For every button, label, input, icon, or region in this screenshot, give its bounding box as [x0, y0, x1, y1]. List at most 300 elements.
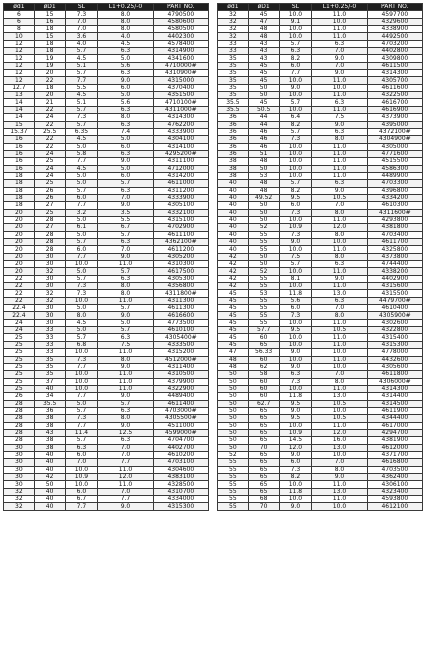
- cell-sl: 5.0: [65, 268, 98, 275]
- cell-inner-diameter: 40: [218, 224, 249, 231]
- cell-inner-diameter: 25: [4, 349, 35, 356]
- cell-part-number: 4310500: [153, 371, 208, 378]
- table-row: [4, 349, 209, 356]
- table-row: [4, 143, 209, 150]
- cell-part-number: 4310300: [153, 261, 208, 268]
- cell-inner-diameter: 25: [4, 334, 35, 341]
- table-row: [218, 70, 423, 77]
- cell-outer-diameter: 25.5: [34, 128, 65, 135]
- cell-inner-diameter: 36: [218, 128, 249, 135]
- cell-part-number: 4580600: [153, 18, 208, 25]
- cell-sl: 9.0: [279, 349, 312, 356]
- cell-part-number: 4489400: [153, 393, 208, 400]
- cell-outer-diameter: 28: [34, 246, 65, 253]
- cell-length: 6.3: [312, 261, 367, 268]
- cell-sl: 5.0: [65, 305, 98, 312]
- cell-length: 8.0: [98, 26, 153, 33]
- cell-length: 7.0: [98, 246, 153, 253]
- cell-outer-diameter: 55: [248, 305, 279, 312]
- cell-inner-diameter: 55: [218, 481, 249, 488]
- cell-part-number: 4599000#: [153, 429, 208, 436]
- cell-inner-diameter: 12.7: [4, 84, 35, 91]
- cell-length: 6.3: [98, 70, 153, 77]
- cell-part-number: 4314400: [367, 393, 422, 400]
- cell-length: 9.0: [98, 363, 153, 370]
- table-row: [218, 26, 423, 33]
- cell-sl: 6.0: [65, 488, 98, 495]
- cell-length: 10.0: [312, 503, 367, 510]
- table-body: [218, 11, 423, 510]
- cell-length: 5.7: [98, 268, 153, 275]
- cell-inner-diameter: 50: [218, 400, 249, 407]
- cell-length: 10.0: [312, 239, 367, 246]
- cell-inner-diameter: 50: [218, 393, 249, 400]
- table-row: [4, 172, 209, 179]
- cell-outer-diameter: 48: [248, 158, 279, 165]
- cell-outer-diameter: 30: [34, 261, 65, 268]
- cell-outer-diameter: 42: [34, 474, 65, 481]
- cell-length: 10.5: [312, 415, 367, 422]
- cell-inner-diameter: 55: [218, 459, 249, 466]
- cell-part-number: 4373900: [367, 114, 422, 121]
- cell-part-number: 4402700: [153, 444, 208, 451]
- table-row: [218, 33, 423, 40]
- cell-length: 6.3: [98, 48, 153, 55]
- cell-outer-diameter: 35: [34, 356, 65, 363]
- cell-inner-diameter: 15: [4, 121, 35, 128]
- cell-part-number: 4333500: [153, 341, 208, 348]
- cell-inner-diameter: 32: [4, 503, 35, 510]
- table-row: [4, 371, 209, 378]
- cell-sl: 10.0: [279, 26, 312, 33]
- cell-outer-diameter: 46: [248, 143, 279, 150]
- cell-sl: 10.0: [279, 246, 312, 253]
- cell-length: 11.0: [98, 261, 153, 268]
- table-row: [4, 290, 209, 297]
- table-row: [218, 429, 423, 436]
- cell-sl: 10.0: [279, 341, 312, 348]
- cell-length: 7.5: [312, 114, 367, 121]
- cell-outer-diameter: 28: [34, 239, 65, 246]
- cell-length: 11.0: [98, 481, 153, 488]
- cell-length: 5.7: [98, 231, 153, 238]
- cell-part-number: 4710100#: [153, 99, 208, 106]
- cell-inner-diameter: 52: [218, 451, 249, 458]
- cell-inner-diameter: 32: [218, 33, 249, 40]
- table-row: [4, 503, 209, 510]
- cell-inner-diameter: 30: [4, 444, 35, 451]
- cell-outer-diameter: 60: [248, 334, 279, 341]
- cell-outer-diameter: 53: [248, 172, 279, 179]
- header-part-number: PART NO.: [367, 4, 422, 11]
- cell-length: 9.0: [98, 77, 153, 84]
- cell-part-number: 4315100: [153, 216, 208, 223]
- cell-outer-diameter: 40: [34, 488, 65, 495]
- cell-part-number: 4356800: [153, 283, 208, 290]
- table-row: [4, 84, 209, 91]
- cell-outer-diameter: 50: [34, 481, 65, 488]
- cell-length: 6.0: [98, 172, 153, 179]
- table-row: [218, 378, 423, 385]
- cell-sl: 9.0: [279, 239, 312, 246]
- cell-sl: 7.3: [279, 378, 312, 385]
- table-row: [4, 444, 209, 451]
- cell-sl: 9.0: [279, 503, 312, 510]
- cell-sl: 4.5: [65, 319, 98, 326]
- table-row: [218, 194, 423, 201]
- cell-part-number: 4310700: [153, 488, 208, 495]
- table-row: [4, 40, 209, 47]
- cell-sl: 10.0: [65, 261, 98, 268]
- cell-part-number: 4325800: [367, 246, 422, 253]
- cell-inner-diameter: 30: [4, 481, 35, 488]
- cell-sl: 6.0: [65, 194, 98, 201]
- cell-length: 7.7: [98, 496, 153, 503]
- cell-outer-diameter: 40: [34, 451, 65, 458]
- cell-sl: 9.0: [279, 84, 312, 91]
- cell-sl: 10.0: [279, 268, 312, 275]
- cell-part-number: 4702900: [153, 224, 208, 231]
- cell-part-number: 4315600: [367, 283, 422, 290]
- cell-part-number: 4492500: [367, 33, 422, 40]
- cell-inner-diameter: 18: [4, 180, 35, 187]
- cell-sl: 10.0: [65, 349, 98, 356]
- table-row: [218, 114, 423, 121]
- table-row: [4, 224, 209, 231]
- cell-inner-diameter: 33: [218, 40, 249, 47]
- table-row: [4, 18, 209, 25]
- cell-inner-diameter: 35: [218, 92, 249, 99]
- cell-length: 7.0: [98, 444, 153, 451]
- cell-part-number: 4338200: [367, 268, 422, 275]
- cell-inner-diameter: 36: [218, 150, 249, 157]
- cell-part-number: 4712000: [153, 165, 208, 172]
- cell-length: 9.0: [98, 312, 153, 319]
- table-row: [4, 283, 209, 290]
- cell-sl: 8.1: [279, 275, 312, 282]
- cell-sl: 5.7: [65, 70, 98, 77]
- cell-length: 5.6: [98, 62, 153, 69]
- cell-part-number: 4305000: [367, 143, 422, 150]
- table-row: [218, 400, 423, 407]
- cell-sl: 5.0: [65, 180, 98, 187]
- cell-sl: 7.7: [65, 253, 98, 260]
- cell-length: 6.3: [98, 437, 153, 444]
- table-row: [4, 429, 209, 436]
- cell-sl: 10.0: [279, 77, 312, 84]
- cell-part-number: 4381800: [367, 224, 422, 231]
- cell-outer-diameter: 44: [248, 114, 279, 121]
- cell-inner-diameter: 50: [218, 415, 249, 422]
- cell-outer-diameter: 65: [248, 415, 279, 422]
- cell-outer-diameter: 32: [34, 297, 65, 304]
- cell-sl: 7.3: [65, 290, 98, 297]
- cell-outer-diameter: 18: [34, 48, 65, 55]
- table-row: [218, 143, 423, 150]
- cell-length: 11.0: [98, 378, 153, 385]
- cell-length: 7.0: [98, 451, 153, 458]
- cell-part-number: 4611200: [153, 246, 208, 253]
- cell-part-number: 4338900: [367, 26, 422, 33]
- cell-outer-diameter: 48: [248, 26, 279, 33]
- header-row: [218, 4, 423, 11]
- cell-outer-diameter: 25: [34, 209, 65, 216]
- table-row: [4, 239, 209, 246]
- cell-inner-diameter: 14: [4, 114, 35, 121]
- cell-sl: 12.0: [279, 444, 312, 451]
- cell-inner-diameter: 42: [218, 283, 249, 290]
- cell-inner-diameter: 25: [4, 363, 35, 370]
- cell-length: 9.0: [312, 187, 367, 194]
- cell-part-number: 4432600: [367, 356, 422, 363]
- cell-outer-diameter: 50: [248, 92, 279, 99]
- cell-length: 7.0: [98, 488, 153, 495]
- cell-outer-diameter: 30: [34, 312, 65, 319]
- cell-part-number: 4314300: [367, 70, 422, 77]
- cell-outer-diameter: 30: [34, 283, 65, 290]
- cell-length: 9.0: [98, 158, 153, 165]
- cell-sl: 10.0: [65, 466, 98, 473]
- cell-sl: 7.0: [65, 26, 98, 33]
- cell-part-number: 4311100: [153, 158, 208, 165]
- cell-length: 5.7: [98, 180, 153, 187]
- cell-inner-diameter: 24: [4, 327, 35, 334]
- cell-length: 7.0: [312, 48, 367, 55]
- cell-sl: 7.3: [279, 209, 312, 216]
- cell-part-number: 4315200: [153, 349, 208, 356]
- cell-inner-diameter: 35.5: [218, 106, 249, 113]
- cell-sl: 5.0: [65, 231, 98, 238]
- cell-sl: 4.5: [65, 92, 98, 99]
- table-row: [218, 283, 423, 290]
- cell-outer-diameter: 68: [248, 496, 279, 503]
- cell-sl: 9.5: [279, 194, 312, 201]
- cell-length: 11.0: [312, 150, 367, 157]
- cell-part-number: 4322800: [367, 327, 422, 334]
- cell-part-number: 4314300: [153, 114, 208, 121]
- table-row: [218, 312, 423, 319]
- cell-length: 7.4: [98, 128, 153, 135]
- cell-part-number: 4611000: [153, 180, 208, 187]
- cell-inner-diameter: 45: [218, 327, 249, 334]
- cell-length: 9.0: [98, 503, 153, 510]
- cell-outer-diameter: 65: [248, 429, 279, 436]
- cell-length: 11.0: [312, 496, 367, 503]
- table-row: [4, 180, 209, 187]
- cell-outer-diameter: 52: [248, 268, 279, 275]
- cell-inner-diameter: 55: [218, 496, 249, 503]
- cell-inner-diameter: 55: [218, 503, 249, 510]
- cell-outer-diameter: 44: [248, 121, 279, 128]
- cell-inner-diameter: 48: [218, 356, 249, 363]
- table-row: [4, 312, 209, 319]
- cell-part-number: 4332100: [153, 209, 208, 216]
- cell-outer-diameter: 50: [248, 202, 279, 209]
- cell-outer-diameter: 58: [248, 371, 279, 378]
- cell-sl: 8.2: [279, 187, 312, 194]
- cell-inner-diameter: 14: [4, 99, 35, 106]
- cell-part-number: 4315400: [367, 334, 422, 341]
- table-row: [218, 466, 423, 473]
- cell-inner-diameter: 12: [4, 48, 35, 55]
- cell-outer-diameter: 15: [34, 11, 65, 18]
- table-row: [4, 106, 209, 113]
- cell-part-number: 4610400: [367, 305, 422, 312]
- cell-inner-diameter: 50: [218, 429, 249, 436]
- cell-inner-diameter: 18: [4, 202, 35, 209]
- cell-outer-diameter: 32: [34, 268, 65, 275]
- table-header: [4, 4, 209, 11]
- cell-sl: 5.7: [65, 121, 98, 128]
- cell-sl: 5.6: [279, 297, 312, 304]
- table-row: [4, 385, 209, 392]
- cell-part-number: 4703300: [367, 180, 422, 187]
- cell-length: 11.0: [312, 143, 367, 150]
- cell-inner-diameter: 50: [218, 444, 249, 451]
- cell-length: 10.0: [312, 18, 367, 25]
- cell-inner-diameter: 28: [4, 407, 35, 414]
- table-row: [4, 481, 209, 488]
- cell-inner-diameter: 30: [4, 459, 35, 466]
- cell-length: 5.6: [98, 99, 153, 106]
- header-length-tolerance: L1+0.25/-0: [98, 4, 153, 11]
- cell-sl: 8.2: [279, 55, 312, 62]
- cell-sl: 5.7: [65, 334, 98, 341]
- cell-part-number: 4315300: [367, 341, 422, 348]
- table-row: [218, 444, 423, 451]
- cell-outer-diameter: 36: [34, 407, 65, 414]
- header-sl: SL: [65, 4, 98, 11]
- cell-length: 11.0: [98, 371, 153, 378]
- cell-length: 16.0: [312, 437, 367, 444]
- table-row: [218, 62, 423, 69]
- table-row: [4, 327, 209, 334]
- cell-part-number: 4311300: [153, 297, 208, 304]
- cell-inner-diameter: 30: [4, 474, 35, 481]
- cell-outer-diameter: 24: [34, 114, 65, 121]
- cell-sl: 10.0: [279, 385, 312, 392]
- header-sl: SL: [279, 4, 312, 11]
- cell-outer-diameter: 50.5: [248, 106, 279, 113]
- cell-part-number: 4611800: [367, 371, 422, 378]
- cell-sl: 9.5: [279, 327, 312, 334]
- cell-part-number: 4304900#: [367, 136, 422, 143]
- cell-inner-diameter: 55: [218, 466, 249, 473]
- cell-inner-diameter: 35: [218, 84, 249, 91]
- cell-inner-diameter: 35: [218, 70, 249, 77]
- table-header: [218, 4, 423, 11]
- cell-inner-diameter: 18: [4, 172, 35, 179]
- cell-part-number: 4304600: [153, 466, 208, 473]
- cell-part-number: 4333900: [153, 194, 208, 201]
- cell-length: 6.3: [312, 128, 367, 135]
- cell-outer-diameter: 57.7: [248, 327, 279, 334]
- cell-outer-diameter: 24: [34, 150, 65, 157]
- cell-inner-diameter: 13: [4, 92, 35, 99]
- cell-outer-diameter: 50: [248, 209, 279, 216]
- table-row: [4, 209, 209, 216]
- cell-sl: 10.0: [279, 11, 312, 18]
- cell-outer-diameter: 34: [34, 393, 65, 400]
- cell-outer-diameter: 28: [34, 231, 65, 238]
- cell-sl: 3.2: [65, 209, 98, 216]
- table-row: [4, 77, 209, 84]
- cell-inner-diameter: 40: [218, 180, 249, 187]
- cell-sl: 6.0: [279, 202, 312, 209]
- table-row: [4, 305, 209, 312]
- cell-sl: 5.0: [65, 143, 98, 150]
- table-row: [218, 128, 423, 135]
- cell-part-number: 4611500: [367, 62, 422, 69]
- table-row: [218, 356, 423, 363]
- cell-inner-diameter: 36: [218, 143, 249, 150]
- cell-part-number: 4771600: [367, 150, 422, 157]
- table-row: [218, 349, 423, 356]
- table-row: [218, 246, 423, 253]
- cell-inner-diameter: 35: [218, 55, 249, 62]
- cell-part-number: 4511000: [153, 422, 208, 429]
- cell-part-number: 4305600: [367, 363, 422, 370]
- cell-part-number: 4610300: [367, 202, 422, 209]
- cell-length: 6.3: [312, 180, 367, 187]
- cell-outer-diameter: 48: [248, 33, 279, 40]
- cell-length: 12.0: [98, 474, 153, 481]
- cell-inner-diameter: 26: [4, 393, 35, 400]
- table-row: [4, 187, 209, 194]
- cell-sl: 10.0: [279, 334, 312, 341]
- cell-length: 7.0: [312, 305, 367, 312]
- table-row: [4, 216, 209, 223]
- cell-inner-diameter: 20: [4, 246, 35, 253]
- cell-part-number: 4305700: [367, 77, 422, 84]
- table-row: [218, 239, 423, 246]
- cell-inner-diameter: 20: [4, 224, 35, 231]
- cell-outer-diameter: 33: [34, 341, 65, 348]
- cell-outer-diameter: 35: [34, 371, 65, 378]
- table-row: [4, 194, 209, 201]
- cell-outer-diameter: 22: [34, 106, 65, 113]
- cell-outer-diameter: 45: [248, 62, 279, 69]
- table-row: [4, 356, 209, 363]
- cell-part-number: 4612100: [367, 503, 422, 510]
- cell-sl: 7.7: [65, 422, 98, 429]
- cell-part-number: 4381900: [367, 437, 422, 444]
- cell-sl: 6.3: [65, 444, 98, 451]
- table-row: [4, 334, 209, 341]
- cell-inner-diameter: 12: [4, 70, 35, 77]
- cell-length: 8.0: [98, 415, 153, 422]
- table-row: [218, 187, 423, 194]
- table-row: [4, 128, 209, 135]
- cell-inner-diameter: 50: [218, 378, 249, 385]
- cell-part-number: 4395000: [367, 121, 422, 128]
- cell-inner-diameter: 6: [4, 18, 35, 25]
- cell-part-number: 4373800: [367, 253, 422, 260]
- cell-sl: 6.0: [279, 305, 312, 312]
- cell-part-number: 4322900: [153, 385, 208, 392]
- cell-length: 11.0: [312, 385, 367, 392]
- cell-sl: 6.0: [279, 459, 312, 466]
- cell-length: 7.0: [312, 202, 367, 209]
- cell-inner-diameter: 25: [4, 341, 35, 348]
- cell-length: 11.0: [98, 466, 153, 473]
- header-outer-diameter: øD1: [34, 4, 65, 11]
- cell-inner-diameter: 12: [4, 55, 35, 62]
- cell-outer-diameter: 37: [34, 378, 65, 385]
- cell-length: 11.0: [312, 341, 367, 348]
- cell-sl: 4.5: [65, 165, 98, 172]
- cell-length: 11.0: [312, 283, 367, 290]
